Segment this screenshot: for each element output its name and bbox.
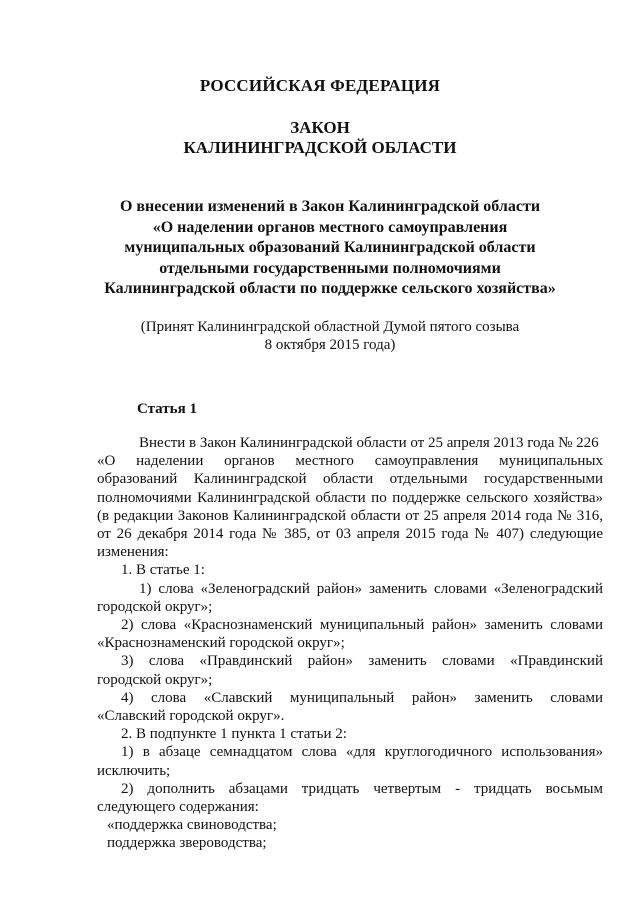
body-line: 1) слова «Зеленоградский район» заменить словами «Зеленоградский [139,580,603,597]
adoption-line: 8 октября 2015 года) [264,337,396,353]
body-line: городской округ»; [97,598,213,615]
title-line: «О наделении органов местного самоуправления [152,218,508,236]
title-line: Калининградской области по поддержке сельского хозяйства» [104,280,556,297]
body-line: изменения: [97,544,169,561]
adoption-note [80,318,580,354]
law-title [80,197,580,300]
body-line: исключить; [97,762,171,779]
body-line: поддержка звероводства; [107,835,267,852]
body-line: «поддержка свиноводства; [107,817,277,834]
body-line: образований Калининградской области отдельными государственными [97,471,603,488]
body-line: «О наделении органов местного самоуправления муниципальных [97,453,603,470]
article-body [97,434,603,853]
body-line: 2) слова «Краснознаменский муниципальный район» заменить словами [121,617,603,634]
body-line: 3) слова «Правдинский район» заменить словами «Правдинский [121,653,603,670]
title-line: отдельными государственными полномочиями [159,259,501,277]
country-heading: РОССИЙСКАЯ ФЕДЕРАЦИЯ [199,76,441,95]
body-line: Внести в Закон Калининградской области от 25 апреля 2013 года № 226 [139,435,599,451]
law-heading: ЗАКОН [290,118,350,137]
title-line: О внесении изменений в Закон Калининградской области [119,198,541,215]
region-heading: КАЛИНИНГРАДСКОЙ ОБЛАСТИ [183,138,457,157]
body-line: городской округ»; [97,671,213,688]
body-line: 1. В статье 1: [121,562,205,579]
body-line: «Краснознаменский городской округ»; [97,635,345,652]
body-line: (в редакции Законов Калининградской области от 25 апреля 2014 года № 316, [97,507,603,524]
body-line: 2) дополнить абзацами тридцать четвертым - тридцать восьмым [121,780,603,797]
body-line: полномочиями Калининградской области по поддержке сельского хозяйства» [97,489,603,506]
body-line: от 26 декабря 2014 года № 385, от 03 апреля 2015 года № 407) следующие [97,526,603,543]
adoption-line: (Принят Калининградской областной Думой пятого созыва [140,319,520,335]
body-line: 1) в абзаце семнадцатом слова «для круглогодичного использования» [121,744,603,761]
article-heading: Статья 1 [137,401,197,417]
body-line: «Славский городской округ». [97,708,285,725]
title-line: муниципальных образований Калининградской области [124,239,536,256]
body-line: 2. В подпункте 1 пункта 1 статьи 2: [121,726,347,743]
body-line: 4) слова «Славский муниципальный район» заменить словами [121,689,603,706]
body-line: следующего содержания: [97,799,259,816]
